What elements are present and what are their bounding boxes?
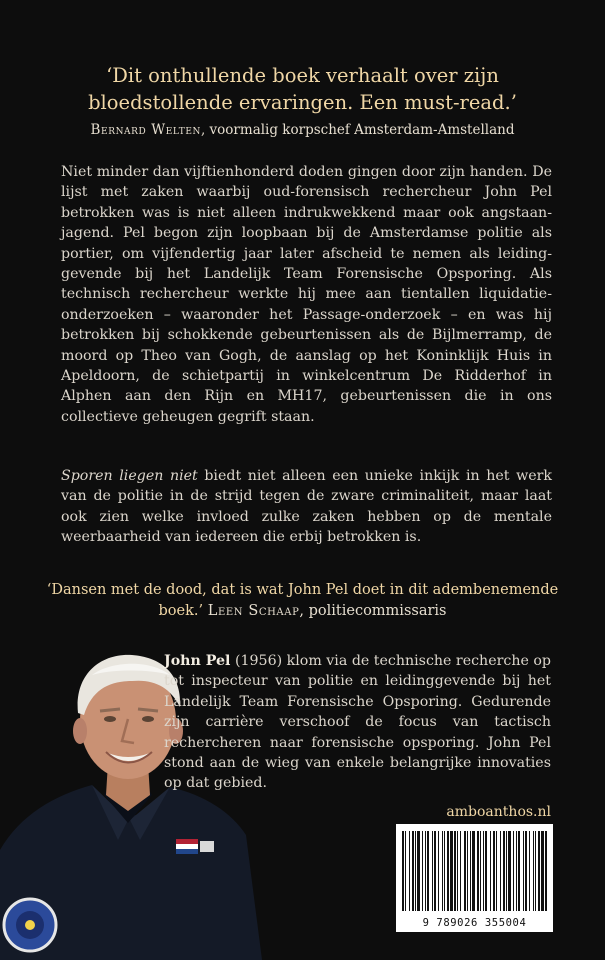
barcode-bar bbox=[525, 831, 527, 911]
barcode-bar bbox=[450, 831, 453, 911]
barcode-bar bbox=[500, 831, 501, 911]
quote-bottom-role: , politiecommissaris bbox=[299, 603, 447, 619]
barcode-bar bbox=[432, 831, 433, 911]
barcode-bar bbox=[412, 831, 414, 911]
barcode-bar bbox=[457, 831, 458, 911]
barcode-bar bbox=[454, 831, 456, 911]
barcode-bar bbox=[506, 831, 507, 911]
barcode-bar bbox=[516, 831, 517, 911]
blurb-paragraph-2-text: biedt niet alleen een unieke inkijk in het werk van de politie in de strijd tegen de zware criminaliteit, maar laat ook zien welke invloed zulke zaken hebben op de mentale weerbaarheid van iedereen die erbij betrokken is. bbox=[61, 468, 552, 546]
book-title-inline: Sporen liegen niet bbox=[61, 468, 198, 484]
barcode-bar bbox=[417, 831, 420, 911]
quote-top-author: Bernard Welten bbox=[90, 122, 201, 138]
quote-top bbox=[40, 62, 565, 140]
barcode-bar bbox=[434, 831, 436, 911]
barcode-bar bbox=[422, 831, 423, 911]
barcode-bar bbox=[503, 831, 505, 911]
barcode-bar bbox=[470, 831, 471, 911]
barcode-bar bbox=[415, 831, 416, 911]
barcode-bar bbox=[485, 831, 487, 911]
isbn-barcode bbox=[396, 824, 553, 932]
quote-top-text: ‘Dit onthullende boek verhaalt over zijn bloedstollende ervaringen. Een must-read.’ bbox=[88, 64, 517, 114]
barcode-bar bbox=[402, 831, 404, 911]
barcode-bar bbox=[508, 831, 511, 911]
barcode-bar bbox=[447, 831, 449, 911]
barcode-bar bbox=[425, 831, 426, 911]
barcode-bar bbox=[442, 831, 443, 911]
barcode-bar bbox=[533, 831, 534, 911]
blurb-paragraph-2 bbox=[61, 466, 552, 548]
barcode-bar bbox=[513, 831, 514, 911]
barcode-bar bbox=[464, 831, 466, 911]
barcode-bar bbox=[493, 831, 495, 911]
author-bio bbox=[164, 651, 551, 794]
blurb-paragraph-1: Niet minder dan vijftienhonderd doden gingen door zijn handen. De lijst met zaken waarbij oud-forensisch rechercheur John Pel betrokken was is niet alleen indrukwekkend maar ook angstaanjagend. Pel begon zijn loopbaan bij de Amsterdamse politie als portier, om vijfendertig jaar later afscheid te nemen als leidinggevende bij het Landelijk Team Forensische Opsporing. Als technisch rechercheur werkte hij mee aan tientallen liquidatieonderzoeken – waaronder het Passage-onderzoek – en was hij betrokken bij schokkende gebeurtenissen als de Bijlmerramp, de moord op Theo van Gogh, de aanslag op het Koninklijk Huis in Apeldoorn, de schietpartij in winkelcentrum De Ridderhof in Alphen aan den Rijn en MH17, gebeurtenissen die in ons collectieve geheugen gegrift staan. bbox=[61, 164, 552, 425]
quote-bottom bbox=[40, 580, 565, 622]
barcode-bar bbox=[438, 831, 439, 911]
quote-top-role: , voormalig korpschef Amsterdam-Amstelland bbox=[200, 122, 515, 138]
author-name: John Pel bbox=[164, 653, 231, 669]
barcode-bars bbox=[402, 831, 547, 911]
barcode-bar bbox=[538, 831, 540, 911]
barcode-bar bbox=[529, 831, 530, 911]
barcode-bar bbox=[483, 831, 484, 911]
barcode-bar bbox=[467, 831, 468, 911]
quote-top-attribution bbox=[40, 120, 565, 140]
author-bio-text: (1956) klom via de technische recherche op tot inspecteur van politie en leidinggevende bij het Landelijk Team Forensische Opsporing. Gedurende zijn carrière verschoof de focus van tactisch rechercheren naar forensische opsporing. John Pel stond aan de wieg van enkele belangrijke innovaties op dat gebied. bbox=[164, 653, 551, 792]
quote-bottom-text: ‘Dansen met de dood, dat is wat John Pel doet in dit adembenemende boek.’ bbox=[46, 582, 559, 619]
quote-bottom-author: Leen Schaap bbox=[207, 603, 300, 619]
barcode-bar bbox=[405, 831, 406, 911]
barcode-bar bbox=[409, 831, 410, 911]
barcode-bar bbox=[541, 831, 544, 911]
barcode-bar bbox=[535, 831, 536, 911]
barcode-bar bbox=[496, 831, 497, 911]
barcode-bar bbox=[480, 831, 481, 911]
barcode-bar bbox=[472, 831, 475, 911]
isbn-digits: 9 789026 355004 bbox=[422, 917, 527, 929]
barcode-bar bbox=[518, 831, 520, 911]
barcode-bar bbox=[460, 831, 461, 911]
barcode-bar bbox=[427, 831, 429, 911]
barcode-bar bbox=[490, 831, 491, 911]
barcode-bar bbox=[523, 831, 524, 911]
barcode-bar bbox=[444, 831, 445, 911]
quote-bottom-attribution bbox=[208, 603, 447, 619]
publisher-website[interactable]: amboanthos.nl bbox=[446, 804, 551, 820]
barcode-bar bbox=[477, 831, 479, 911]
barcode-bar bbox=[545, 831, 547, 911]
